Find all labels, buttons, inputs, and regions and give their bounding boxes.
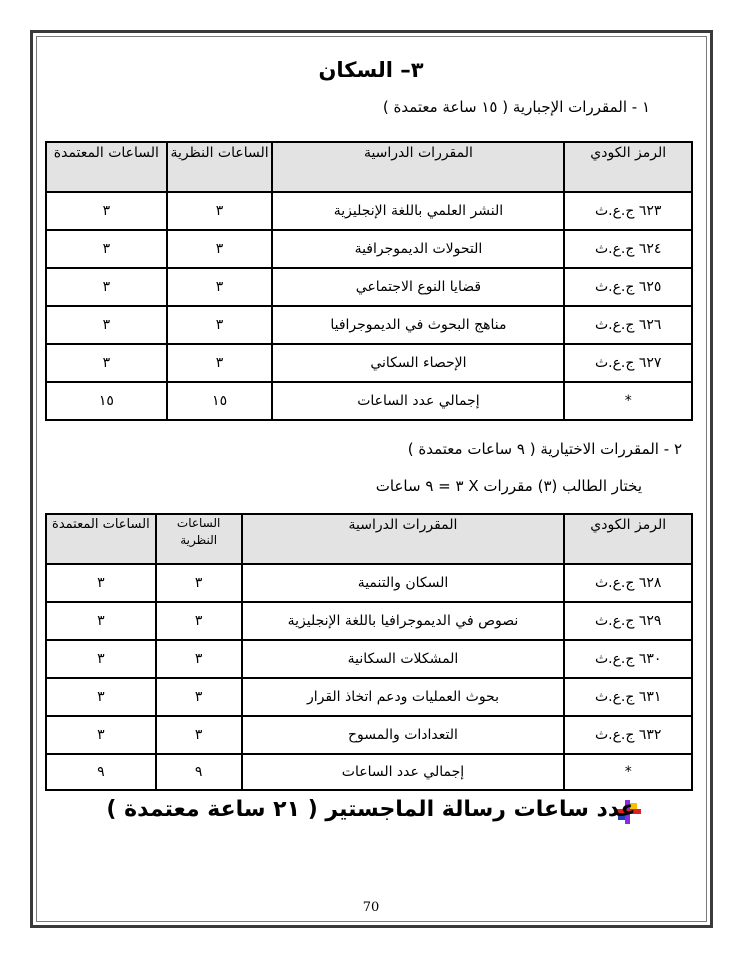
table-row — [46, 602, 692, 640]
course-name: قضايا النوع الاجتماعي — [272, 268, 564, 306]
theory-hours: ٣ — [167, 192, 273, 230]
section-title: ٣– السكان — [318, 58, 424, 82]
table-header-row — [46, 514, 692, 564]
elective-courses-table — [45, 513, 693, 791]
course-code: ٦٢٤ ج.ع.ث — [564, 230, 692, 268]
course-code: ٦٢٧ ج.ع.ث — [564, 344, 692, 382]
header-course: المقررات الدراسية — [242, 514, 565, 564]
credit-hours: ٣ — [46, 640, 156, 678]
credit-hours: ٣ — [46, 564, 156, 602]
table-row — [46, 344, 692, 382]
thesis-hours-summary: عدد ساعات رسالة الماجستير ( ٢١ ساعة معتمدة ) — [106, 797, 636, 822]
theory-hours: ٣ — [167, 344, 273, 382]
course-code: ٦٢٥ ج.ع.ث — [564, 268, 692, 306]
theory-hours: ٣ — [167, 306, 273, 344]
page-number: 70 — [362, 900, 380, 915]
credit-hours: ٣ — [46, 716, 156, 754]
course-code: ٦٢٦ ج.ع.ث — [564, 306, 692, 344]
table-row — [46, 192, 692, 230]
course-name: الإحصاء السكاني — [272, 344, 564, 382]
table-header-row — [46, 142, 692, 192]
course-code: ٦٣١ ج.ع.ث — [564, 678, 692, 716]
total-credit-hours: ٩ — [46, 754, 156, 790]
header-theory: الساعات النظرية — [167, 142, 273, 192]
elective-heading: ٢ - المقررات الاختيارية ( ٩ ساعات معتمدة ) — [407, 440, 682, 458]
credit-hours: ٣ — [46, 230, 167, 268]
total-credit-hours: ١٥ — [46, 382, 167, 420]
theory-hours: ٣ — [156, 564, 242, 602]
table-row — [46, 716, 692, 754]
table-total-row — [46, 382, 692, 420]
credit-hours: ٣ — [46, 306, 167, 344]
total-theory-hours: ١٥ — [167, 382, 273, 420]
credit-hours: ٣ — [46, 192, 167, 230]
table-row — [46, 230, 692, 268]
course-name: السكان والتنمية — [242, 564, 565, 602]
course-name: مناهج البحوث في الديموجرافيا — [272, 306, 564, 344]
header-credit: الساعات المعتمدة — [46, 514, 156, 564]
total-marker: * — [564, 754, 692, 790]
header-course: المقررات الدراسية — [272, 142, 564, 192]
table-row — [46, 564, 692, 602]
credit-hours: ٣ — [46, 678, 156, 716]
credit-hours: ٣ — [46, 602, 156, 640]
theory-hours: ٣ — [156, 678, 242, 716]
table-row — [46, 268, 692, 306]
course-code: ٦٢٩ ج.ع.ث — [564, 602, 692, 640]
header-code: الرمز الكودي — [564, 142, 692, 192]
theory-hours: ٣ — [167, 268, 273, 306]
theory-hours: ٣ — [156, 640, 242, 678]
course-code: ٦٢٣ ج.ع.ث — [564, 192, 692, 230]
theory-hours: ٣ — [167, 230, 273, 268]
course-code: ٦٢٨ ج.ع.ث — [564, 564, 692, 602]
total-label: إجمالي عدد الساعات — [242, 754, 565, 790]
total-marker: * — [564, 382, 692, 420]
header-code: الرمز الكودي — [564, 514, 692, 564]
table-row — [46, 678, 692, 716]
header-credit: الساعات المعتمدة — [46, 142, 167, 192]
header-theory: الساعات النظرية — [156, 514, 242, 564]
table-total-row — [46, 754, 692, 790]
theory-hours: ٣ — [156, 602, 242, 640]
course-name: بحوث العمليات ودعم اتخاذ القرار — [242, 678, 565, 716]
credit-hours: ٣ — [46, 268, 167, 306]
total-theory-hours: ٩ — [156, 754, 242, 790]
theory-hours: ٣ — [156, 716, 242, 754]
course-code: ٦٣٢ ج.ع.ث — [564, 716, 692, 754]
course-name: التحولات الديموجرافية — [272, 230, 564, 268]
course-code: ٦٣٠ ج.ع.ث — [564, 640, 692, 678]
course-name: النشر العلمي باللغة الإنجليزية — [272, 192, 564, 230]
total-label: إجمالي عدد الساعات — [272, 382, 564, 420]
credit-hours: ٣ — [46, 344, 167, 382]
table-row — [46, 306, 692, 344]
course-name: التعدادات والمسوح — [242, 716, 565, 754]
compulsory-heading: ١ - المقررات الإجبارية ( ١٥ ساعة معتمدة ) — [382, 98, 650, 116]
elective-note: يختار الطالب (٣) مقررات X ٣ = ٩ ساعات — [375, 477, 642, 495]
course-name: نصوص في الديموجرافيا باللغة الإنجليزية — [242, 602, 565, 640]
course-name: المشكلات السكانية — [242, 640, 565, 678]
table-row — [46, 640, 692, 678]
compulsory-courses-table — [45, 141, 693, 421]
